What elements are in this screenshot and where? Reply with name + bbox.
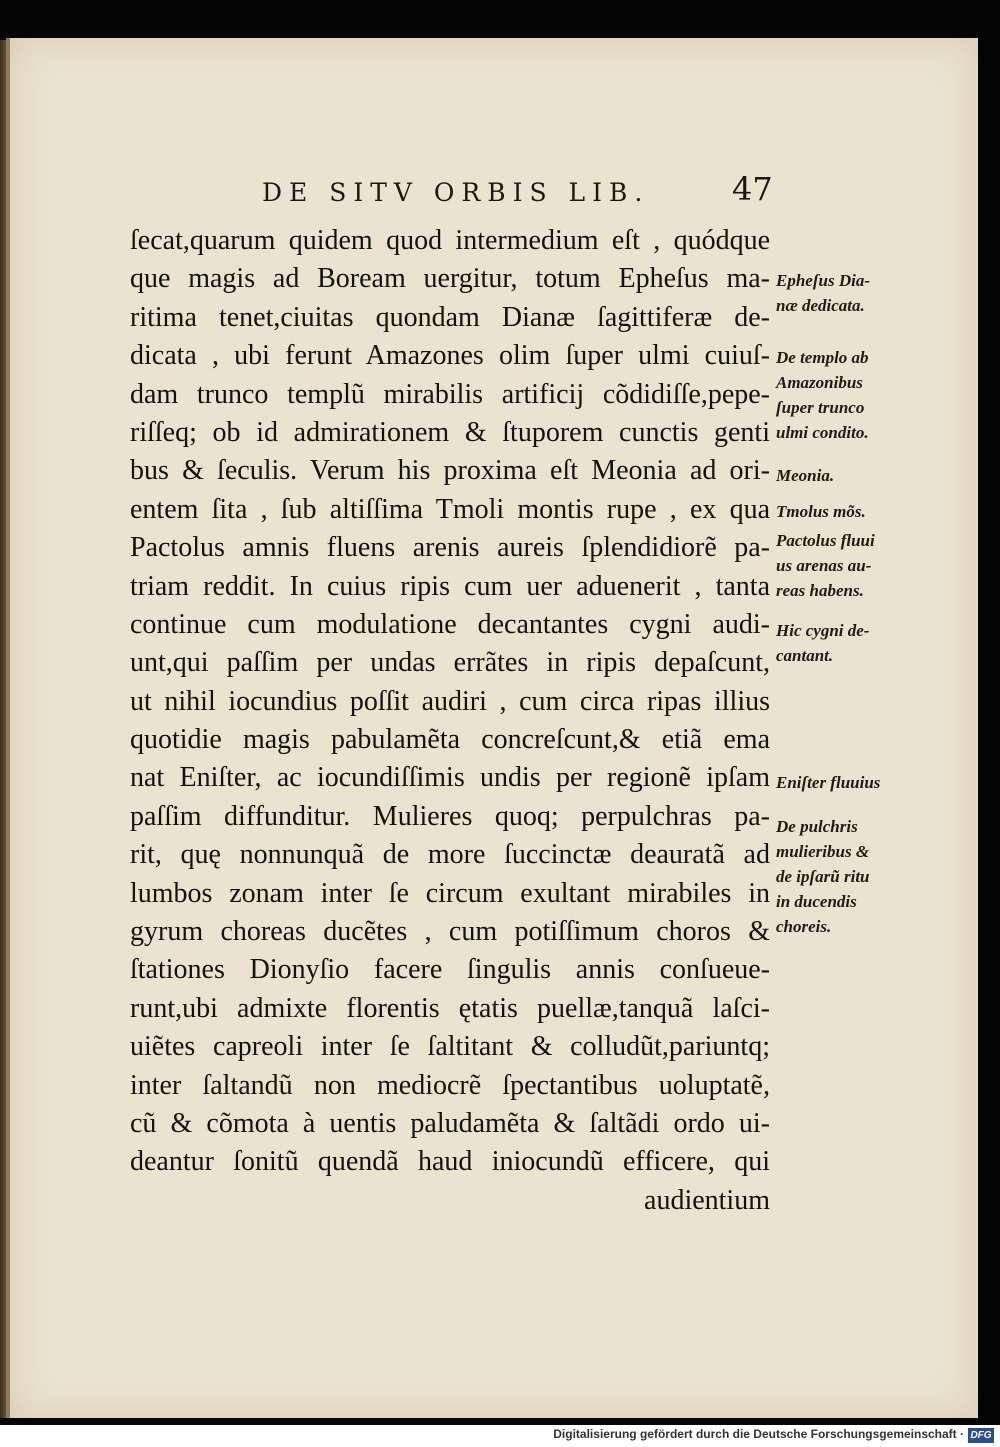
marginal-note-meonia <box>776 463 926 488</box>
note-line: Amazonibus <box>776 373 863 392</box>
text-line: ſecat,quarum quidem quod intermedium eſt , quódque <box>130 225 770 256</box>
text-line: entem ſita , ſub altiſſima Tmoli montis rupe , ex qua <box>130 493 770 525</box>
note-line: Tmolus mõs. <box>776 502 866 521</box>
note-line: Epheſus Dia- <box>776 271 870 290</box>
note-line: Eniſter fluuius <box>776 773 881 792</box>
note-line: ſuper trunco <box>776 398 865 417</box>
note-line: cantant. <box>776 646 834 665</box>
note-line: næ dedicata. <box>776 296 865 315</box>
marginal-note-pactolus <box>776 528 926 603</box>
text-line: inter ſaltandũ non mediocrẽ ſpectantibus uoluptatẽ, <box>130 1069 770 1101</box>
text-line: ritima tenet,ciuitas quondam Dianæ ſagittiferæ de- <box>130 301 770 333</box>
footer-bar <box>0 1425 1000 1447</box>
note-line: Pactolus fluui <box>776 531 875 550</box>
text-line: nat Eniſter, ac iocundiſſimis undis per regionẽ ipſam <box>130 762 770 794</box>
text-line: rit, quę nonnunquã de more ſuccinctæ deauratã ad <box>130 839 770 871</box>
text-line: runt,ubi admixte florentis ętatis puellæ,tanquã laſci- <box>130 992 770 1024</box>
text-line: Pactolus amnis fluens arenis aureis ſplendidiorẽ pa- <box>130 532 770 564</box>
text-line: cũ & cõmota à uentis paludamẽta & ſaltãdi ordo ui- <box>130 1107 770 1139</box>
text-line: paſſim diffunditur. Mulieres quoq; perpulchras pa- <box>130 800 770 832</box>
note-line: mulieribus & <box>776 842 870 861</box>
text-line: dicata , ubi ferunt Amazones olim ſuper ulmi cuiuſ- <box>130 340 770 372</box>
text-line: unt,qui paſſim per undas errãtes in ripis depaſcunt, <box>130 647 770 679</box>
catchword: audientium <box>644 1184 770 1216</box>
note-line: de ipſarũ ritu <box>776 867 870 886</box>
note-line: reas habens. <box>776 581 864 600</box>
note-line: us arenas au- <box>776 556 872 575</box>
text-line: uiẽtes capreoli inter ſe ſaltitant & colludũt,pariuntq; <box>130 1031 770 1063</box>
text-line: que magis ad Boream uergitur, totum Epheſus ma- <box>130 263 770 295</box>
text-line: continue cum modulatione decantantes cygni audi- <box>130 608 770 640</box>
text-line: gyrum choreas ducẽtes , cum potiſſimum choros & <box>130 916 770 948</box>
note-line: Meonia. <box>776 466 835 485</box>
marginal-note-mulieres <box>776 814 926 939</box>
text-line: ut nihil iocundius poſſit audiri , cum circa ripas illius <box>130 685 770 717</box>
marginal-note-ephesus <box>776 268 926 318</box>
note-line: ulmi condito. <box>776 423 869 442</box>
funding-notice: Digitalisierung gefördert durch die Deutsche Forschungsgemeinschaft · <box>553 1427 964 1441</box>
page-number: 47 <box>732 170 773 208</box>
marginal-note-tmolus <box>776 499 926 524</box>
text-line: ſtationes Dionyſio facere ſingulis annis conſueue- <box>130 954 770 986</box>
note-line: De templo ab <box>776 348 869 367</box>
note-line: Hic cygni de- <box>776 621 870 640</box>
note-line: choreis. <box>776 917 832 936</box>
note-line: De pulchris <box>776 817 858 836</box>
main-text-block <box>130 222 770 1220</box>
text-line: dam trunco templũ mirabilis artificij cõdidiſſe,pepe- <box>130 378 770 410</box>
text-line: riſſeq; ob id admirationem & ſtuporem cunctis genti <box>130 416 770 448</box>
dfg-logo: DFG <box>968 1428 994 1443</box>
note-line: in ducendis <box>776 892 857 911</box>
text-line: bus & ſeculis. Verum his proxima eſt Meonia ad ori- <box>130 455 770 487</box>
running-title: DE SITV ORBIS LIB. <box>262 178 650 207</box>
text-line: lumbos zonam inter ſe circum exultant mirabiles in <box>130 877 770 909</box>
marginal-note-cygni <box>776 618 926 668</box>
text-line: deantur ſonitũ quendã haud iniocundũ efficere, qui <box>130 1146 770 1178</box>
text-line: triam reddit. In cuius ripis cum uer aduenerit , tanta <box>130 570 770 602</box>
marginal-note-enister <box>776 770 926 795</box>
marginal-note-temple <box>776 345 926 445</box>
text-line: quotidie magis pabulamẽta concreſcunt,& etiã ema <box>130 724 770 756</box>
